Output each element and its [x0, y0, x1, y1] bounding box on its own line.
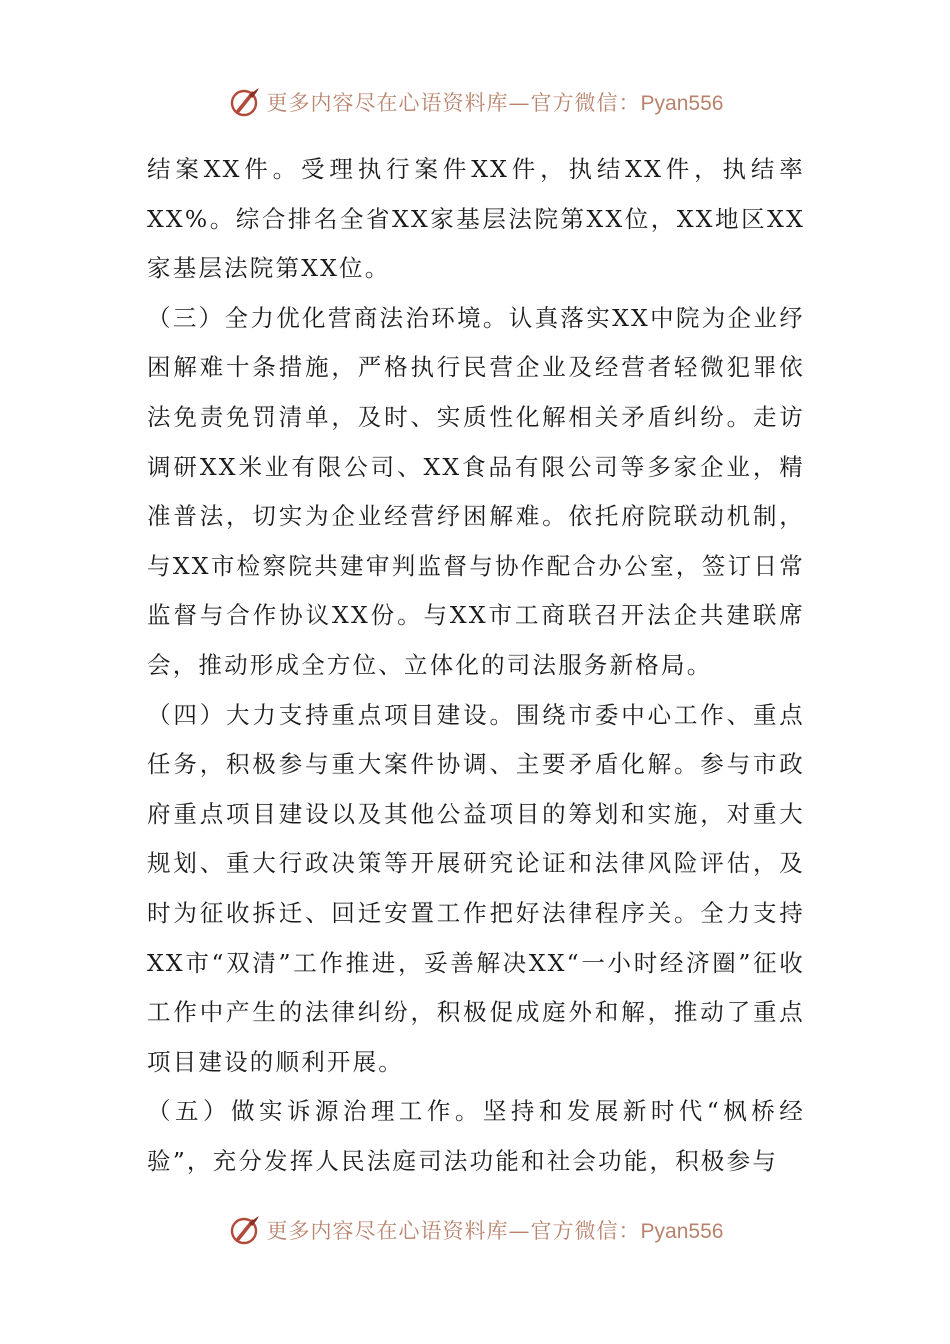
document-body	[147, 145, 805, 1186]
quill-pen-circle-icon	[227, 1213, 261, 1247]
header-watermark-banner	[0, 82, 950, 122]
watermark-text	[267, 87, 724, 117]
watermark-wechat-id: Pyan556	[640, 92, 724, 115]
watermark-wechat-id: Pyan556	[640, 1220, 724, 1243]
quill-pen-circle-icon	[227, 85, 261, 119]
watermark-text-cn: 更多内容尽在心语资料库—官方微信：	[266, 1219, 641, 1243]
paragraph-3: （四）大力支持重点项目建设。围绕市委中心工作、重点任务，积极参与重大案件协调、主要矛盾化解。参与市政府重点项目建设以及其他公益项目的筹划和实施，对重大规划、重大行政决策等开展研究论证和法律风险评估，及时为征收拆迁、回迁安置工作把好法律程序关。全力支持XX市“双清”工作推进，妥善解决XX“一小时经济圈”征收工作中产生的法律纠纷，积极促成庭外和解，推动了重点项目建设的顺利开展。	[147, 700, 805, 1076]
paragraph-2: （三）全力优化营商法治环境。认真落实XX中院为企业纾困解难十条措施，严格执行民营企业及经营者轻微犯罪依法免责免罚清单，及时、实质性化解相关矛盾纠纷。走访调研XX米业有限公司、XX食品有限公司等多家企业，精准普法，切实为企业经营纾困解难。依托府院联动机制，与XX市检察院共建审判监督与协作配合办公室，签订日常监督与合作协议XX份。与XX市工商联召开法企共建联席会，推动形成全方位、立体化的司法服务新格局。	[147, 303, 805, 679]
paragraph-1: 结案XX件。受理执行案件XX件，执结XX件，执结率XX%。综合排名全省XX家基层法院第XX位，XX地区XX家基层法院第XX位。	[147, 155, 805, 283]
paragraph-4: （五）做实诉源治理工作。坚持和发展新时代“枫桥经验”，充分发挥人民法庭司法功能和社会功能，积极参与	[147, 1097, 805, 1175]
footer-watermark-banner	[0, 1210, 950, 1250]
watermark-text-cn: 更多内容尽在心语资料库—官方微信：	[266, 91, 641, 115]
watermark-text	[267, 1215, 724, 1245]
